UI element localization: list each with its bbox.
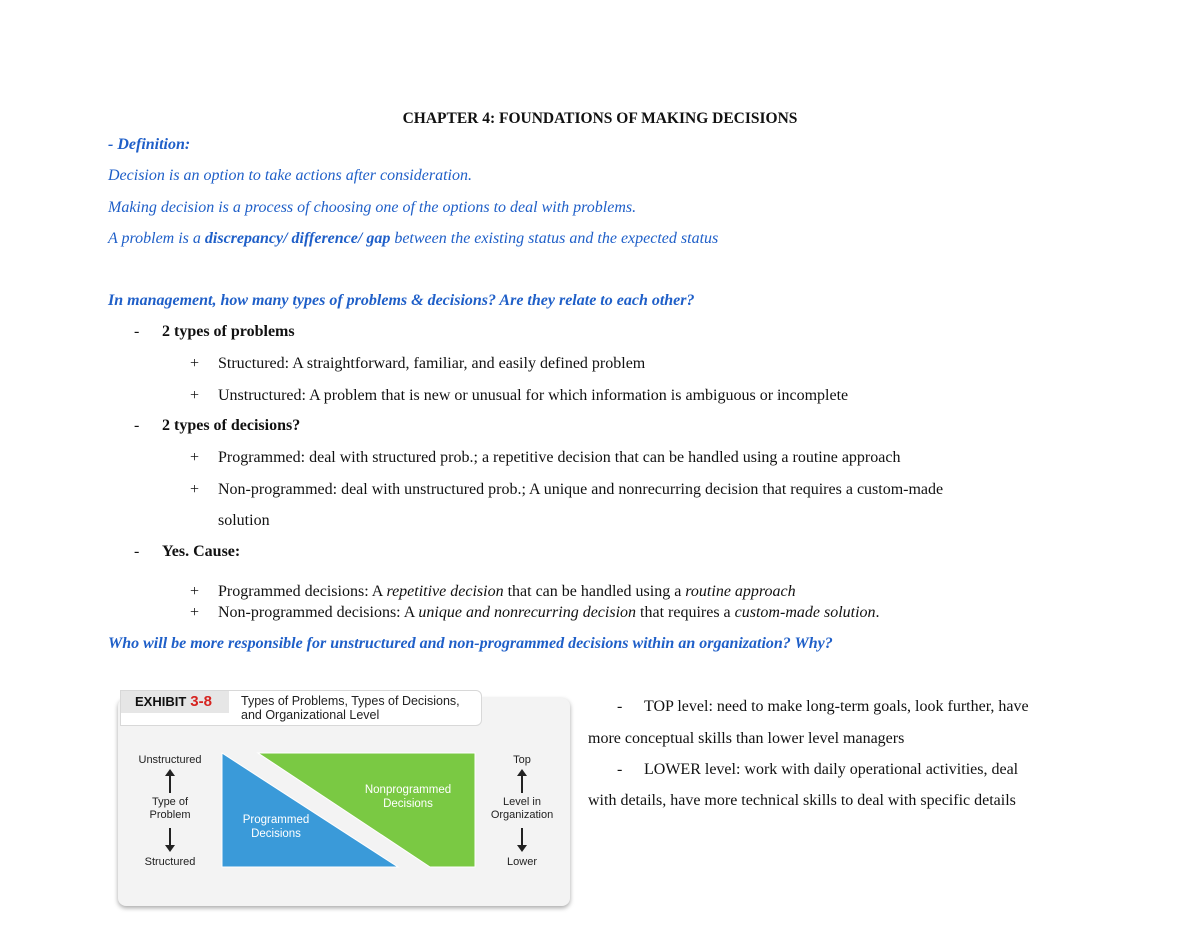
problems-heading: 2 types of problems xyxy=(162,323,295,340)
problem-structured: Structured: A straightforward, familiar, and easily defined problem xyxy=(218,355,646,372)
left-axis-middle: Type of Problem xyxy=(149,796,191,821)
right-axis-middle: Level in Organization xyxy=(490,796,554,821)
cause-item-2-c: that requires a xyxy=(636,604,735,621)
definition-line-3-bold: discrepancy/ difference/ gap xyxy=(204,230,391,247)
up-arrow-icon xyxy=(521,775,523,793)
cause-item-2-b: unique and nonrecurring decision xyxy=(418,604,637,621)
page-title: CHAPTER 4: FOUNDATIONS OF MAKING DECISIONS xyxy=(402,110,798,127)
definition-line-3-post: between the existing status and the expected status xyxy=(390,230,719,247)
bullet-plus: + xyxy=(190,387,200,404)
decision-nonprogrammed: Non-programmed: deal with unstructured prob.; A unique and nonrecurring decision that requires a custom-made xyxy=(218,481,944,498)
cause-heading: Yes. Cause: xyxy=(162,543,241,560)
bullet-dash: - xyxy=(134,323,140,340)
nonprogrammed-label-2: Decisions xyxy=(383,798,433,810)
bullet-plus: + xyxy=(190,481,200,498)
cause-item-2 xyxy=(218,604,880,622)
bullet-dash: - xyxy=(617,761,623,778)
cause-item-2-e: . xyxy=(875,604,880,621)
question-1: In management, how many types of problems & decisions? Are they relate to each other? xyxy=(108,292,695,309)
down-arrow-icon xyxy=(169,828,171,846)
bullet-dash: - xyxy=(134,417,140,434)
exhibit-tag-label: EXHIBIT xyxy=(135,694,187,709)
down-arrow-icon xyxy=(521,828,523,846)
problem-unstructured: Unstructured: A problem that is new or unusual for which information is ambiguous or incomplete xyxy=(218,387,849,404)
exhibit-heading: Types of Problems, Types of Decisions, and Organizational Level xyxy=(241,694,460,722)
programmed-label-1: Programmed xyxy=(242,814,310,826)
exhibit-number: 3-8 xyxy=(190,693,212,710)
lower-level-line-cont: with details, have more technical skills to deal with specific details xyxy=(588,792,1016,809)
bullet-plus: + xyxy=(190,604,200,621)
cause-item-2-a: Non-programmed decisions: A xyxy=(218,604,419,621)
cause-item-1-c: that can be handled using a xyxy=(503,583,686,600)
right-axis-bottom: Lower xyxy=(507,856,537,868)
exhibit-figure xyxy=(108,686,580,911)
programmed-label-2: Decisions xyxy=(251,828,301,840)
definition-line-1: Decision is an option to take actions after consideration. xyxy=(108,167,472,184)
cause-item-1 xyxy=(218,583,796,601)
nonprogrammed-label-1: Nonprogrammed xyxy=(364,784,452,796)
lower-level-line: LOWER level: work with daily operational activities, deal xyxy=(644,761,1019,778)
right-axis-top: Top xyxy=(513,754,531,766)
cause-item-1-d: routine approach xyxy=(685,583,796,600)
cause-item-1-a: Programmed decisions: A xyxy=(218,583,387,600)
definition-heading: - Definition: xyxy=(108,136,191,153)
up-arrow-icon xyxy=(169,775,171,793)
cause-item-2-d: custom-made solution xyxy=(734,604,876,621)
bullet-plus: + xyxy=(190,449,200,466)
bullet-plus: + xyxy=(190,583,200,600)
definition-line-3 xyxy=(108,230,718,248)
cause-item-1-b: repetitive decision xyxy=(386,583,504,600)
question-2: Who will be more responsible for unstructured and non-programmed decisions within an organization? Why? xyxy=(108,635,833,652)
bullet-plus: + xyxy=(190,355,200,372)
definition-line-3-pre: A problem is a xyxy=(108,230,205,247)
decisions-heading: 2 types of decisions? xyxy=(162,417,301,434)
left-axis-top: Unstructured xyxy=(138,754,202,766)
decision-programmed: Programmed: deal with structured prob.; a repetitive decision that can be handled using a routine approach xyxy=(218,449,901,466)
bullet-dash: - xyxy=(617,698,623,715)
left-axis-bottom: Structured xyxy=(144,856,196,868)
decision-nonprogrammed-cont: solution xyxy=(218,512,270,529)
definition-line-2: Making decision is a process of choosing one of the options to deal with problems. xyxy=(108,199,637,216)
top-level-line-cont: more conceptual skills than lower level managers xyxy=(588,730,905,747)
bullet-dash: - xyxy=(134,543,140,560)
top-level-line: TOP level: need to make long-term goals, look further, have xyxy=(644,698,1029,715)
